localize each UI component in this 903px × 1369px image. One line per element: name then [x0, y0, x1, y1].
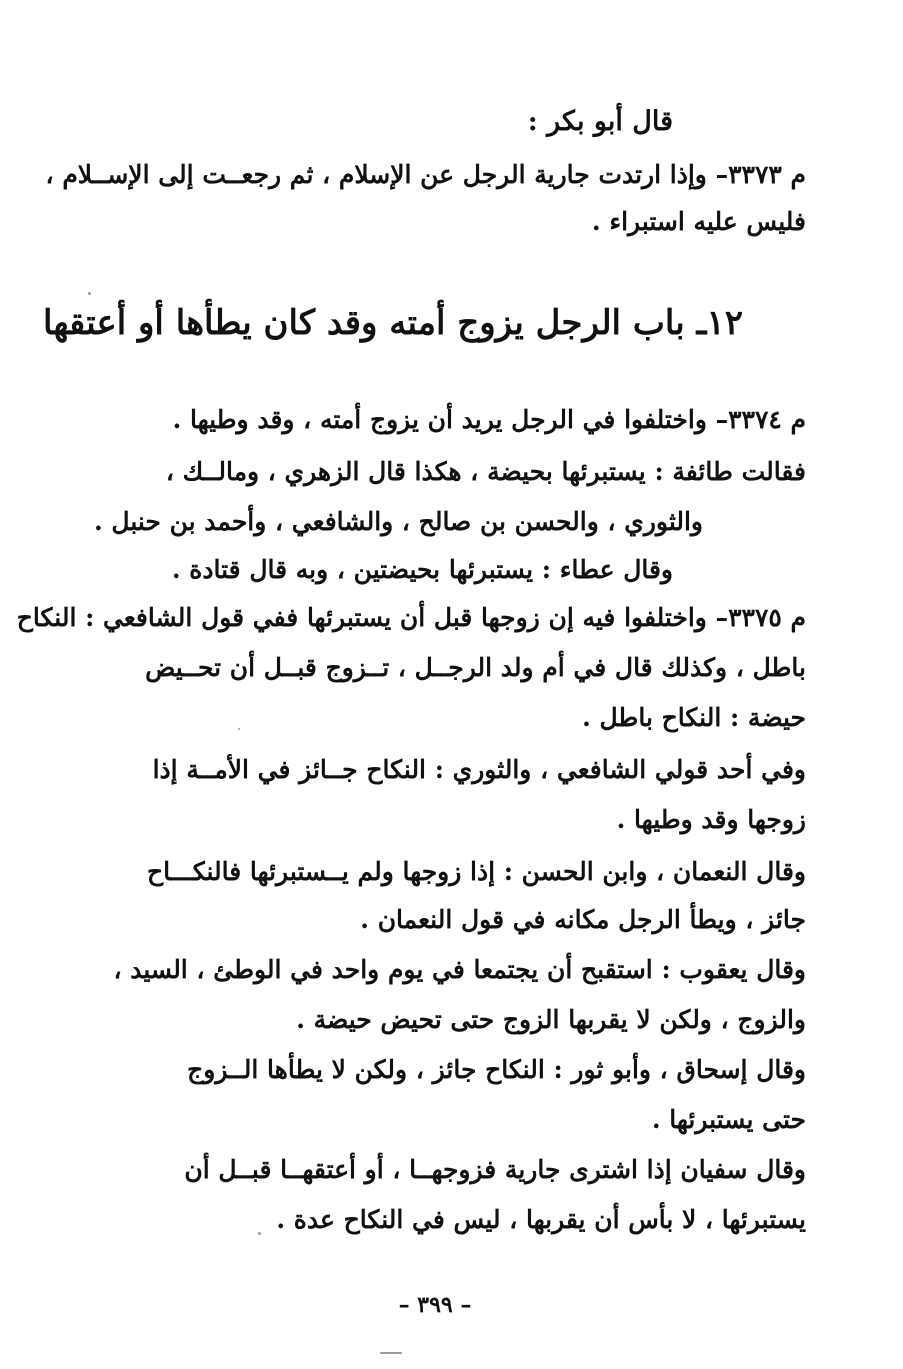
text-line: جائز ، ويطأ الرجل مكانه في قول النعمان . [360, 905, 806, 934]
scan-speck [88, 292, 91, 295]
text-line: حيضة : النكاح باطل . [582, 703, 806, 732]
text-line: والثوري ، والحسن بن صالح ، والشافعي ، وأحمد بن حنبل . [94, 507, 703, 536]
scan-speck [258, 1232, 261, 1235]
text-line-3374: م ٣٣٧٤– واختلفوا في الرجل يريد أن يزوج أمته ، وقد وطيها . [172, 405, 806, 434]
page-number: – ٣٩٩ – [398, 1292, 472, 1318]
text-line-3375: م ٣٣٧٥– واختلفوا فيه إن زوجها قبل أن يستبرئها ففي قول الشافعي : النكاح [16, 603, 806, 632]
chapter-heading: ١٢ـ باب الرجل يزوج أمته وقد كان يطأها أو أعتقها [42, 303, 743, 343]
text-line: وقال يعقوب : استقبح أن يجتمعا في يوم واحد في الوطئ ، السيد ، [113, 955, 806, 984]
text-line: وقال عطاء : يستبرئها بحيضتين ، وبه قال قتادة . [171, 555, 673, 584]
text-line: زوجها وقد وطيها . [616, 805, 806, 834]
text-line: فليس عليه استبراء . [591, 207, 806, 236]
text-line: وقال النعمان ، وابن الحسن : إذا زوجها ولم يــستبرئها فالنكـــاح [146, 857, 806, 886]
text-line: فقالت طائفة : يستبرئها بحيضة ، هكذا قال الزهري ، ومالــك ، [165, 457, 806, 486]
text-line: يستبرئها ، لا بأس أن يقربها ، ليس في النكاح عدة . [276, 1205, 806, 1234]
text-line: وقال سفيان إذا اشترى جارية فزوجهــا ، أو أعتقهــا قبــل أن [184, 1155, 806, 1184]
scan-speck [238, 728, 240, 730]
text-line: باطل ، وكذلك قال في أم ولد الرجــل ، تــزوج قبــل أن تحــيض [145, 653, 806, 682]
text-line: وفي أحد قولي الشافعي ، والثوري : النكاح جــائز في الأمــة إذا [152, 755, 806, 784]
text-line-3373: م ٣٣٧٣– وإذا ارتدت جارية الرجل عن الإسلام ، ثم رجعــت إلى الإســلام ، [45, 160, 806, 189]
speaker-line: قال أبو بكر : [527, 106, 673, 137]
text-line: والزوج ، ولكن لا يقربها الزوج حتى تحيض حيضة . [296, 1005, 806, 1034]
scan-speck [380, 1352, 402, 1354]
text-line: حتى يستبرئها . [651, 1105, 806, 1134]
text-line: وقال إسحاق ، وأبو ثور : النكاح جائز ، ولكن لا يطأها الــزوج [187, 1055, 806, 1084]
